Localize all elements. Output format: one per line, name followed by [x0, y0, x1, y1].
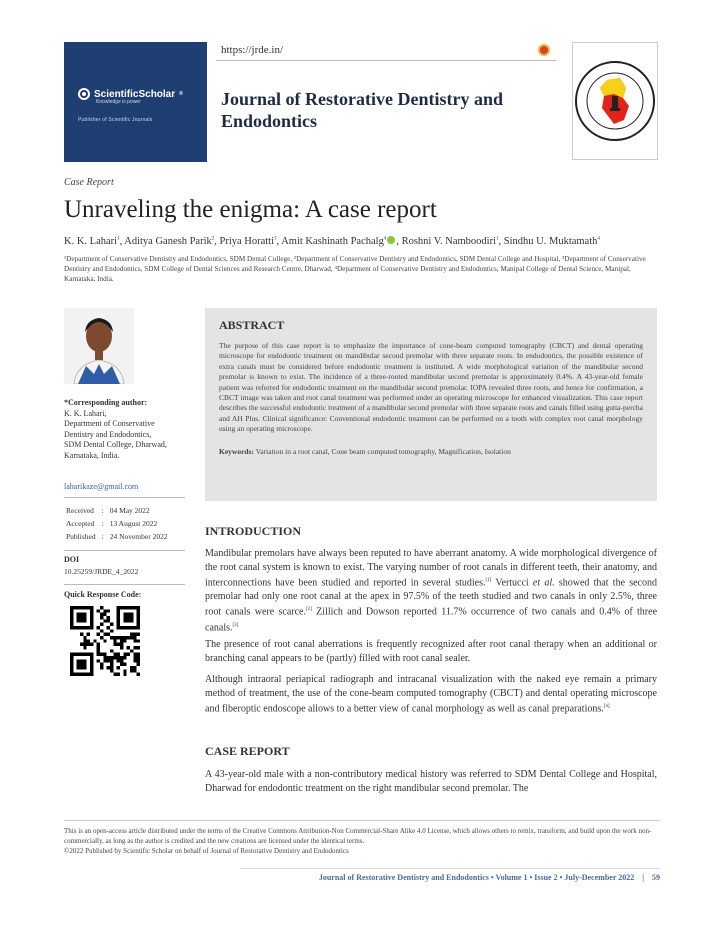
intro-heading: INTRODUCTION — [205, 524, 302, 538]
footer-divider — [64, 820, 660, 821]
page-number: 59 — [652, 873, 660, 882]
qr-code-icon[interactable] — [70, 606, 140, 676]
open-access-icon — [538, 44, 550, 56]
author-affiliation-marker: 4 — [597, 236, 600, 242]
journal-header — [64, 42, 660, 162]
running-footer — [240, 868, 660, 882]
date-value: 24 November 2022 — [109, 532, 168, 541]
brand-tagline: Knowledge is power — [96, 99, 141, 105]
date-sep: : — [101, 519, 104, 528]
date-row — [66, 531, 172, 542]
abstract-text: The purpose of this case report is to emphasize the importance of cone-beam computed tomography (CBCT) and dental operating microscope for endodontic treatment on mandibular second premolar with three separate roots. In endodontics, the possible existence of extra canals must be considered before endodontic treatment is instituted. A wide morphological variation of the mandibular second premolar is known to exist. The incidence of a three-rooted mandibular second premolar is approximately 0.4%. A 43-year-old female patient was referred for endodontic treatment on the mandibular second premolar. IOPA revealed three roots, and hence for confirmation, a CBCT image was taken and root canal treatment was performed under an operating microscope for enhanced visualization. This case report describes the successful endodontic treatment of a mandibular second premolar with three separate roots and canals filled using gutta-percha and AH Plus. Clinical significance: Conventional endodontic treatment can be performed on a tooth with complex root canal morphology using an operating microscope. — [219, 341, 643, 434]
author-affiliation-marker: 1 — [496, 236, 499, 242]
brand-name: ScientificScholar — [94, 88, 176, 100]
qr-label: Quick Response Code: — [64, 590, 142, 599]
publisher-logo — [78, 88, 198, 123]
author-name: K. K. Lahari — [64, 236, 118, 247]
author-name: Aditya Ganesh Parik — [124, 236, 212, 247]
date-row — [66, 518, 172, 529]
citation-link[interactable]: [1] — [485, 578, 492, 583]
author-affiliation-marker: 2 — [211, 236, 215, 242]
journal-title: Journal of Restorative Dentistry and Endodontics — [221, 89, 503, 131]
corr-email-link[interactable]: laharikaze@gmail.com — [64, 482, 139, 491]
corr-line: Dentistry and Endodontics, — [64, 429, 152, 439]
keywords — [219, 447, 643, 456]
sidebar-divider — [64, 584, 185, 585]
article-type-label: Case Report — [64, 177, 114, 188]
corresponding-author — [64, 398, 189, 461]
corr-line: Department of Conservative — [64, 419, 155, 428]
brand-publisher-line: Publisher of Scientific Journals — [78, 117, 153, 123]
footer-journal-line: Journal of Restorative Dentistry and Endodontics • Volume 1 • Issue 2 • July-December 2022 — [318, 873, 635, 882]
copyright-text: ©2022 Published by Scientific Scholar on behalf of Journal of Restorative Dentistry and Endodontics — [64, 847, 349, 855]
abstract-heading: ABSTRACT — [219, 318, 285, 332]
license-text: This is an open-access article distributed under the terms of the Creative Commons Attribution-Non Commercial-Share Alike 4.0 License, which allows others to remix, transform, and build upon the work non-commercially, as long as the author is credited and the new creations are licensed under the identical terms. — [64, 827, 652, 845]
author-affiliation-marker: 1 — [117, 236, 120, 242]
doi-label: DOI — [64, 555, 80, 564]
corr-line: SDM Dental College, Dharwad, — [64, 440, 167, 449]
article-title: Unraveling the enigma: A case report — [64, 196, 437, 223]
author-affiliation-marker: 4 — [383, 236, 387, 242]
author-list: K. K. Lahari$^1$, Aditya Ganesh Parik$^2$, Priya Horatti$^3$, Amit Kashinath Pachalg$^4$ , Roshni V. Namboodiri$^1$, Sindhu U. Muktamath$^4$ — [64, 236, 600, 247]
author-photo — [64, 308, 134, 384]
scholar-logo-icon — [78, 88, 90, 100]
intro-paragraph-2: The presence of root canal aberrations is frequently recognized after root canal therapy when an additional or branching canal appears to be (partly) filled with root canal sealer. — [205, 639, 657, 664]
orcid-icon[interactable] — [387, 236, 395, 244]
corr-line: Karnataka, India. — [64, 450, 120, 460]
corr-author-title: *Corresponding author: — [64, 398, 148, 407]
case-paragraph-1: A 43-year-old male with a non-contributory medical history was referred to SDM Dental College and Hospital, Dharwad for endodontic treatment on the right mandibular second premolar. The — [205, 769, 657, 794]
sidebar-divider — [64, 550, 185, 551]
citation-link[interactable]: [4] — [603, 704, 610, 709]
intro-paragraph-3: Although intraoral periapical radiograph and intracanal visualization with the naked eye remain a primary method of treatment, the use of the cone-beam computed tomography (CBCT) and dental operating microscope and fiberoptic endoscope allows to a better view of canal morphology as well as canal preparations.[4] — [205, 674, 657, 715]
date-label: Accepted — [66, 519, 95, 528]
abstract-box — [205, 308, 657, 501]
journal-url[interactable]: https://jrde.in/ — [221, 44, 284, 56]
author-affiliation-marker: 3 — [274, 236, 277, 242]
date-value: 13 August 2022 — [109, 519, 158, 528]
author-portrait-icon — [64, 308, 134, 384]
author-name: Sindhu U. Muktamath — [503, 236, 598, 247]
journal-seal — [572, 42, 658, 160]
date-row — [66, 505, 172, 516]
corr-line: K. K. Lahari, — [64, 408, 107, 418]
citation-link[interactable]: [3] — [232, 623, 239, 629]
brand-trademark: ® — [179, 91, 183, 97]
license-footnote — [64, 826, 660, 856]
doi-value[interactable]: 10.25259/JRDE_4_2022 — [64, 567, 139, 576]
footer-separator: | — [642, 873, 644, 882]
keywords-value: Variation in a root canal, Cone beam computed tomography, Magnification, Isolation — [255, 446, 511, 456]
affiliations: ¹Department of Conservative Dentistry and Endodontics, SDM Dental College, ²Department of Conservative Dentistry and Endodontics, SDM Dental College and Hospital, ³Department of Conservative Dentistry and Endodontics, SDM College of Dental Sciences and Research Centre, Dharwad, ⁴Department of Conservative Dentistry and Endodontics, Manipal College of Dental Science, Manipal, Karnataka, India. — [64, 255, 646, 283]
association-seal-icon — [574, 60, 656, 142]
publisher-brand-box — [64, 42, 207, 162]
intro-paragraph-1: Mandibular premolars have always been reputed to have aberrant anatomy. A wide morphological divergence of the root canal system is known to exist. The varying number of root canals in different teeth, their anatomy, and interconnections have been studied and reported in several studies.[1] Vertucci et al. showed that the second premolar had only one root canal at the apex in 97.5% of the teeth studied and two canals in only 2.5%, three root canals were scarce.[2] Zillich and Dowson reported 11.7% occurrence of two canals and 0.4% of three canals.[3] — [205, 548, 658, 634]
date-label: Received — [66, 506, 94, 515]
article-dates — [64, 503, 174, 544]
date-sep: : — [101, 506, 104, 515]
header-divider — [216, 60, 556, 61]
author-name: Roshni V. Namboodiri — [401, 236, 497, 247]
citation-link[interactable]: [2] — [305, 607, 312, 613]
case-report-heading: CASE REPORT — [205, 744, 290, 758]
keywords-label: Keywords: — [219, 446, 254, 456]
author-name: Priya Horatti — [219, 236, 275, 247]
date-sep: : — [101, 532, 104, 541]
sidebar-divider — [64, 497, 185, 498]
date-value: 04 May 2022 — [109, 506, 150, 515]
date-label: Published — [66, 532, 96, 541]
author-name: Amit Kashinath Pachalg — [281, 236, 384, 247]
